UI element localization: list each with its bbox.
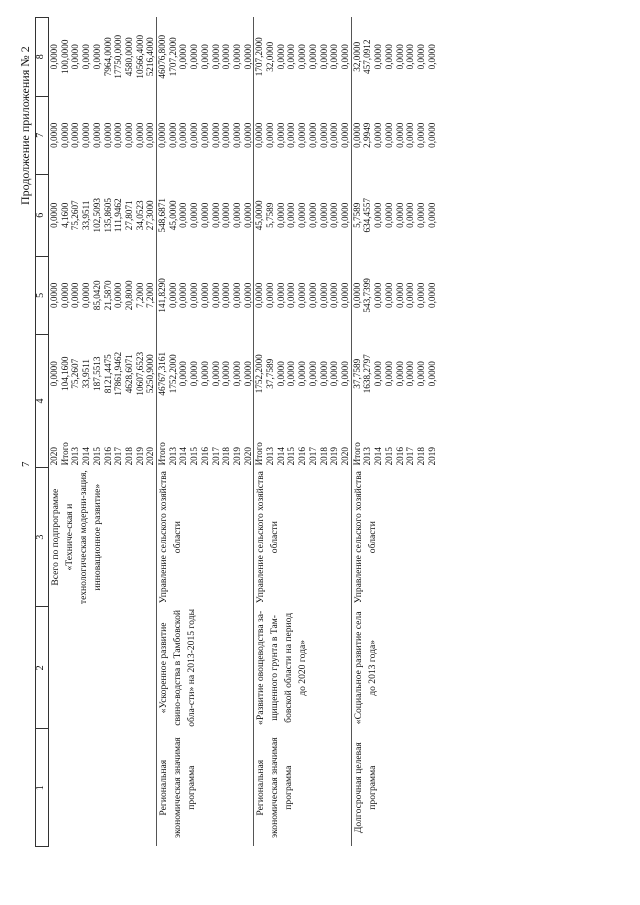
value-cell: 0,0000 bbox=[199, 122, 210, 148]
value-cell: 0,0000 bbox=[199, 361, 210, 387]
value-cell: 0,0000 bbox=[49, 282, 59, 308]
year-cell: 2018 bbox=[221, 447, 232, 466]
year-cell: Итого bbox=[157, 413, 168, 467]
value-cell: 0,0000 bbox=[297, 361, 308, 387]
col-header-3: 3 bbox=[36, 467, 49, 606]
value-cell: 111,9462 bbox=[113, 198, 124, 233]
value-cell: 0,0000 bbox=[275, 361, 286, 387]
year-cell: 2020 bbox=[49, 447, 59, 466]
value-cell: 0,0000 bbox=[221, 44, 232, 70]
value-cell: 0,0000 bbox=[265, 282, 276, 308]
value-cell: 0,0000 bbox=[178, 361, 189, 387]
value-cell: 0,0000 bbox=[383, 202, 394, 228]
value-cell: 10566,4000 bbox=[134, 34, 145, 79]
value-cell: 1707,2000 bbox=[254, 18, 265, 97]
value-cell: 0,0000 bbox=[405, 122, 416, 148]
value-cell: 0,0000 bbox=[286, 361, 297, 387]
value-cell: 0,0000 bbox=[254, 256, 265, 334]
value-cell: 100,0000 bbox=[59, 39, 70, 74]
col-header-1: 1 bbox=[36, 729, 49, 847]
value-cell: 5250,9000 bbox=[145, 354, 156, 394]
value-cell: 5216,4000 bbox=[145, 37, 156, 77]
value-cell: 0,0000 bbox=[373, 122, 384, 148]
value-cell: 457,0912 bbox=[362, 39, 373, 74]
value-cell: 0,0000 bbox=[286, 122, 297, 148]
year-cell: Итого bbox=[59, 442, 70, 466]
value-cell: 1707,2000 bbox=[167, 37, 178, 77]
value-cell: 0,0000 bbox=[102, 122, 113, 148]
value-cell: 0,0000 bbox=[318, 122, 329, 148]
program-type: Региональная экономическая значимая программа bbox=[157, 729, 254, 847]
value-cell: 0,0000 bbox=[70, 122, 81, 148]
value-cell: 102,5093 bbox=[91, 198, 102, 233]
value-cell: 0,0000 bbox=[426, 122, 437, 148]
value-cell: 27,8071 bbox=[123, 200, 134, 231]
value-cell: 0,0000 bbox=[351, 256, 362, 334]
value-cell: 0,0000 bbox=[383, 282, 394, 308]
value-cell: 0,0000 bbox=[113, 282, 124, 308]
value-cell: 37,7589 bbox=[265, 358, 276, 389]
value-cell: 0,0000 bbox=[297, 202, 308, 228]
value-cell: 0,0000 bbox=[265, 122, 276, 148]
value-cell: 0,0000 bbox=[339, 282, 350, 308]
value-cell: 0,0000 bbox=[275, 202, 286, 228]
value-cell: 0,0000 bbox=[70, 282, 81, 308]
value-cell: 104,1600 bbox=[59, 356, 70, 391]
program-name: «Социальное развитие села до 2013 года» bbox=[351, 607, 437, 729]
value-cell: 0,0000 bbox=[394, 122, 405, 148]
col-header-8: 8 bbox=[36, 18, 49, 97]
table-row bbox=[254, 18, 265, 847]
value-cell: 548,6871 bbox=[157, 174, 168, 256]
value-cell: 0,0000 bbox=[134, 122, 145, 148]
value-cell: 0,0000 bbox=[123, 122, 134, 148]
value-cell: 75,2607 bbox=[70, 358, 81, 389]
value-cell: 2,9949 bbox=[362, 122, 373, 148]
value-cell: 135,8605 bbox=[102, 198, 113, 233]
value-cell: 0,0000 bbox=[178, 202, 189, 228]
year-cell: 2016 bbox=[199, 447, 210, 466]
year-cell: 2013 bbox=[70, 447, 81, 466]
value-cell: 0,0000 bbox=[91, 122, 102, 148]
value-cell: 543,7399 bbox=[362, 278, 373, 313]
value-cell: 10607,6523 bbox=[134, 351, 145, 396]
value-cell: 0,0000 bbox=[405, 282, 416, 308]
value-cell: 0,0000 bbox=[339, 44, 350, 70]
value-cell: 634,4557 bbox=[362, 198, 373, 233]
value-cell: 0,0000 bbox=[178, 282, 189, 308]
value-cell: 0,0000 bbox=[275, 122, 286, 148]
value-cell: 0,0000 bbox=[199, 202, 210, 228]
program-executor: Управление сельского хозяйства области bbox=[157, 467, 254, 606]
value-cell: 0,0000 bbox=[394, 44, 405, 70]
value-cell: 0,0000 bbox=[329, 122, 340, 148]
value-cell: 0,0000 bbox=[49, 361, 59, 387]
program-executor: Всего по подпрограмме «Техниче-ская и технологическая модерни-зация, инновационное развитие» bbox=[50, 470, 103, 605]
value-cell: 0,0000 bbox=[189, 122, 200, 148]
col-header-7: 7 bbox=[36, 96, 49, 174]
year-cell: 2019 bbox=[231, 447, 242, 466]
program-type bbox=[49, 729, 157, 847]
value-cell: 1638,2797 bbox=[362, 354, 373, 394]
value-cell: 46767,3161 bbox=[157, 335, 168, 413]
value-cell: 0,0000 bbox=[231, 44, 242, 70]
value-cell: 0,0000 bbox=[394, 282, 405, 308]
year-cell: Итого bbox=[254, 413, 265, 467]
value-cell: 0,0000 bbox=[275, 282, 286, 308]
value-cell: 20,8000 bbox=[123, 280, 134, 311]
value-cell: 0,0000 bbox=[318, 282, 329, 308]
year-cell: 2013 bbox=[265, 447, 276, 466]
value-cell: 46076,8000 bbox=[157, 18, 168, 97]
value-cell: 0,0000 bbox=[199, 282, 210, 308]
value-cell: 0,0000 bbox=[231, 282, 242, 308]
value-cell: 45,0000 bbox=[167, 200, 178, 231]
value-cell: 0,0000 bbox=[221, 282, 232, 308]
value-cell: 0,0000 bbox=[210, 202, 221, 228]
value-cell: 0,0000 bbox=[157, 96, 168, 174]
value-cell: 0,0000 bbox=[231, 361, 242, 387]
year-cell: 2014 bbox=[275, 447, 286, 466]
value-cell: 0,0000 bbox=[307, 44, 318, 70]
value-cell: 0,0000 bbox=[231, 202, 242, 228]
year-cell: 2015 bbox=[383, 447, 394, 466]
value-cell: 0,0000 bbox=[81, 282, 92, 308]
year-cell: 2019 bbox=[329, 447, 340, 466]
value-cell: 0,0000 bbox=[210, 122, 221, 148]
value-cell: 0,0000 bbox=[383, 122, 394, 148]
value-cell: 4,1600 bbox=[59, 202, 70, 228]
value-cell: 0,0000 bbox=[297, 282, 308, 308]
value-cell: 0,0000 bbox=[329, 44, 340, 70]
value-cell: 0,0000 bbox=[351, 96, 362, 174]
value-cell: 0,0000 bbox=[373, 44, 384, 70]
value-cell: 7964,0000 bbox=[102, 37, 113, 77]
year-cell: 2019 bbox=[134, 447, 145, 466]
value-cell: 0,0000 bbox=[394, 202, 405, 228]
col-header-6: 6 bbox=[36, 174, 49, 256]
table-row bbox=[157, 18, 168, 847]
year-cell: 2015 bbox=[91, 447, 102, 466]
year-cell: 2020 bbox=[242, 447, 253, 466]
year-cell: 2016 bbox=[102, 447, 113, 466]
value-cell: 0,0000 bbox=[189, 44, 200, 70]
year-cell: 2017 bbox=[210, 447, 221, 466]
value-cell: 0,0000 bbox=[339, 202, 350, 228]
value-cell: 0,0000 bbox=[286, 44, 297, 70]
value-cell: 0,0000 bbox=[318, 361, 329, 387]
value-cell: 0,0000 bbox=[307, 122, 318, 148]
value-cell: 0,0000 bbox=[373, 282, 384, 308]
value-cell: 0,0000 bbox=[297, 122, 308, 148]
value-cell: 0,0000 bbox=[426, 282, 437, 308]
value-cell: 1752,2000 bbox=[167, 354, 178, 394]
value-cell: 0,0000 bbox=[242, 361, 253, 387]
value-cell: 5,7589 bbox=[351, 174, 362, 256]
value-cell: 0,0000 bbox=[178, 122, 189, 148]
year-cell: 2014 bbox=[373, 447, 384, 466]
value-cell: 33,9511 bbox=[81, 359, 92, 389]
year-cell: 2016 bbox=[297, 447, 308, 466]
value-cell: 0,0000 bbox=[242, 122, 253, 148]
value-cell: 0,0000 bbox=[415, 44, 426, 70]
value-cell: 0,0000 bbox=[307, 282, 318, 308]
value-cell: 0,0000 bbox=[221, 122, 232, 148]
year-cell: 2013 bbox=[167, 447, 178, 466]
value-cell: 0,0000 bbox=[339, 122, 350, 148]
value-cell: 0,0000 bbox=[339, 361, 350, 387]
value-cell: 0,0000 bbox=[405, 361, 416, 387]
value-cell: 187,5513 bbox=[91, 356, 102, 391]
value-cell: 7,2000 bbox=[134, 282, 145, 308]
program-type: Региональная экономическая значимая программа bbox=[254, 729, 351, 847]
value-cell: 0,0000 bbox=[221, 202, 232, 228]
value-cell: 0,0000 bbox=[415, 122, 426, 148]
value-cell: 0,0000 bbox=[373, 361, 384, 387]
value-cell: 0,0000 bbox=[426, 44, 437, 70]
value-cell: 0,0000 bbox=[59, 282, 70, 308]
appendix-label: Продолжение приложения № 2 bbox=[18, 46, 32, 205]
value-cell: 0,0000 bbox=[49, 122, 59, 148]
year-cell: 2015 bbox=[189, 447, 200, 466]
value-cell: 0,0000 bbox=[405, 44, 416, 70]
program-name: «Развитие овощеводства за-щищенного грунта в Там-бовской области на период до 2020 года» bbox=[254, 607, 351, 729]
value-cell: 27,3000 bbox=[145, 200, 156, 231]
value-cell: 0,0000 bbox=[426, 361, 437, 387]
value-cell: 37,7589 bbox=[351, 335, 362, 413]
table-body bbox=[49, 18, 438, 847]
value-cell: 141,8290 bbox=[157, 256, 168, 334]
value-cell: 0,0000 bbox=[167, 122, 178, 148]
col-header-2: 2 bbox=[36, 607, 49, 729]
year-cell: 2014 bbox=[81, 447, 92, 466]
page-number: 7 bbox=[20, 461, 32, 467]
year-cell: 2015 bbox=[286, 447, 297, 466]
value-cell: 0,0000 bbox=[91, 44, 102, 70]
value-cell: 0,0000 bbox=[329, 361, 340, 387]
value-cell: 33,9511 bbox=[81, 200, 92, 231]
value-cell: 0,0000 bbox=[49, 44, 59, 70]
value-cell: 5,7589 bbox=[265, 202, 276, 228]
value-cell: 0,0000 bbox=[167, 282, 178, 308]
value-cell: 0,0000 bbox=[383, 44, 394, 70]
value-cell: 0,0000 bbox=[275, 44, 286, 70]
value-cell: 0,0000 bbox=[199, 44, 210, 70]
value-cell: 0,0000 bbox=[286, 202, 297, 228]
value-cell: 0,0000 bbox=[231, 122, 242, 148]
value-cell: 7,2000 bbox=[145, 282, 156, 308]
program-type: Долгосрочная целевая программа bbox=[351, 729, 437, 847]
value-cell: 0,0000 bbox=[59, 122, 70, 148]
value-cell: 45,0000 bbox=[254, 174, 265, 256]
year-cell: 2018 bbox=[318, 447, 329, 466]
year-cell: 2020 bbox=[145, 447, 156, 466]
value-cell: 0,0000 bbox=[318, 44, 329, 70]
value-cell: 0,0000 bbox=[383, 361, 394, 387]
col-header-4: 4 bbox=[36, 335, 49, 468]
value-cell: 0,0000 bbox=[307, 361, 318, 387]
budget-table bbox=[35, 17, 437, 847]
value-cell: 0,0000 bbox=[318, 202, 329, 228]
header-row bbox=[36, 18, 49, 847]
value-cell: 0,0000 bbox=[373, 202, 384, 228]
year-cell: 2013 bbox=[362, 447, 373, 466]
value-cell: 0,0000 bbox=[254, 96, 265, 174]
value-cell: 0,0000 bbox=[242, 44, 253, 70]
value-cell: 0,0000 bbox=[329, 202, 340, 228]
value-cell: 0,0000 bbox=[189, 361, 200, 387]
value-cell: 34,0523 bbox=[134, 200, 145, 231]
value-cell: 0,0000 bbox=[145, 122, 156, 148]
value-cell: 0,0000 bbox=[49, 202, 59, 228]
value-cell: 0,0000 bbox=[329, 282, 340, 308]
value-cell: 0,0000 bbox=[210, 361, 221, 387]
value-cell: 0,0000 bbox=[189, 282, 200, 308]
value-cell: 0,0000 bbox=[297, 44, 308, 70]
program-name bbox=[49, 607, 157, 729]
table-row bbox=[49, 18, 60, 847]
value-cell: 75,2607 bbox=[70, 200, 81, 231]
value-cell: 0,0000 bbox=[394, 361, 405, 387]
value-cell: 0,0000 bbox=[70, 44, 81, 70]
value-cell: 0,0000 bbox=[189, 202, 200, 228]
value-cell: 17861,9462 bbox=[113, 351, 124, 396]
table-row bbox=[351, 18, 362, 847]
year-cell: 2017 bbox=[113, 447, 124, 466]
value-cell: 1752,2000 bbox=[254, 335, 265, 413]
value-cell: 0,0000 bbox=[405, 202, 416, 228]
value-cell: 4580,0000 bbox=[123, 37, 134, 77]
value-cell: 0,0000 bbox=[307, 202, 318, 228]
year-cell: 2020 bbox=[339, 447, 350, 466]
value-cell: 0,0000 bbox=[113, 122, 124, 148]
value-cell: 0,0000 bbox=[210, 44, 221, 70]
year-cell: 2018 bbox=[415, 447, 426, 466]
value-cell: 0,0000 bbox=[221, 361, 232, 387]
year-cell: 2017 bbox=[405, 447, 416, 466]
value-cell: 0,0000 bbox=[81, 44, 92, 70]
year-cell: 2017 bbox=[307, 447, 318, 466]
year-cell: Итого bbox=[351, 413, 362, 467]
value-cell: 0,0000 bbox=[242, 202, 253, 228]
value-cell: 0,0000 bbox=[81, 122, 92, 148]
year-cell: 2019 bbox=[426, 447, 437, 466]
value-cell: 17750,0000 bbox=[113, 34, 124, 79]
value-cell: 0,0000 bbox=[415, 282, 426, 308]
value-cell: 0,0000 bbox=[286, 282, 297, 308]
value-cell: 0,0000 bbox=[242, 282, 253, 308]
value-cell: 0,0000 bbox=[426, 202, 437, 228]
year-cell: 2016 bbox=[394, 447, 405, 466]
year-cell: 2018 bbox=[123, 447, 134, 466]
program-executor: Управление сельского хозяйства области bbox=[254, 467, 351, 606]
col-header-5: 5 bbox=[36, 256, 49, 334]
value-cell: 0,0000 bbox=[415, 361, 426, 387]
value-cell: 85,0420 bbox=[91, 280, 102, 311]
value-cell: 4628,6071 bbox=[123, 354, 134, 394]
year-cell: 2014 bbox=[178, 447, 189, 466]
value-cell: 8121,4475 bbox=[102, 354, 113, 394]
program-name: «Ускоренное развитие свино-водства в Тамбовской обла-сти» на 2013-2015 годы bbox=[157, 607, 254, 729]
value-cell: 0,0000 bbox=[210, 282, 221, 308]
value-cell: 0,0000 bbox=[178, 44, 189, 70]
value-cell: 32,0000 bbox=[265, 41, 276, 72]
value-cell: 0,0000 bbox=[415, 202, 426, 228]
value-cell: 21,5870 bbox=[102, 280, 113, 311]
value-cell: 32,0000 bbox=[351, 18, 362, 97]
program-executor: Управление сельского хозяйства области bbox=[351, 467, 437, 606]
